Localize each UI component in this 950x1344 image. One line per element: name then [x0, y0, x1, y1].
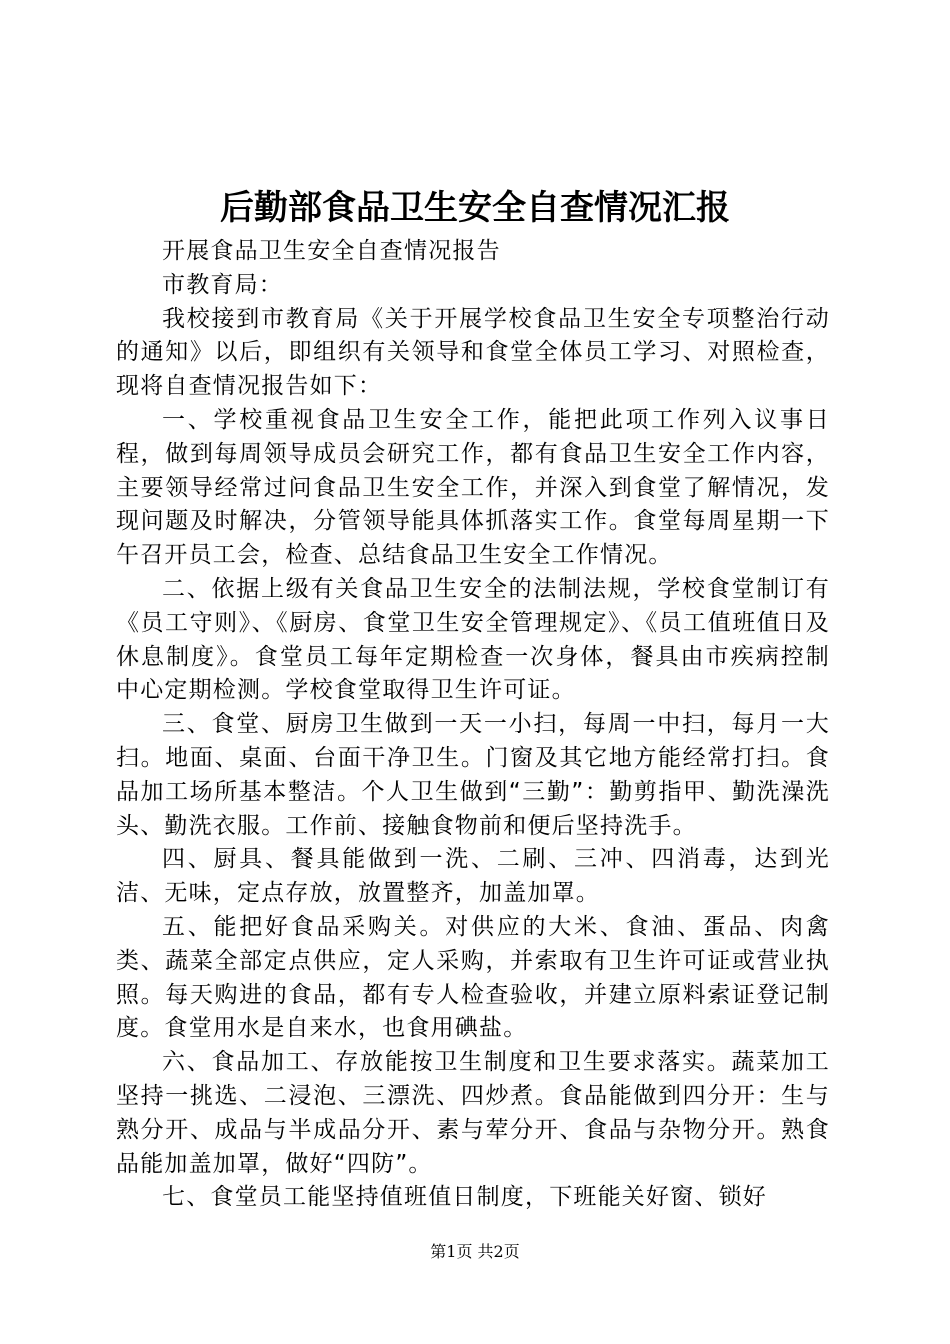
- paragraph: 三、食堂、厨房卫生做到一天一小扫，每周一中扫，每月一大扫。地面、桌面、台面干净卫生。门窗及其它地方能经常打扫。食品加工场所基本整洁。个人卫生做到“三勤”：勤剪指甲、勤洗澡洗头、勤洗衣服。工作前、接触食物前和便后坚持洗手。: [116, 711, 830, 839]
- paragraph: 市教育局：: [162, 271, 283, 298]
- document-body: [116, 235, 830, 1215]
- paragraph: 二、依据上级有关食品卫生安全的法制法规，学校食堂制订有《员工守则》、《厨房、食堂卫生安全管理规定》、《员工值班值日及休息制度》。食堂员工每年定期检查一次身体，餐具由市疾病控制中心定期检测。学校食堂取得卫生许可证。: [116, 575, 830, 704]
- paragraph: 五、能把好食品采购关。对供应的大米、食油、蛋品、肉禽类、蔬菜全部定点供应，定人采购，并索取有卫生许可证或营业执照。每天购进的食品，都有专人检查验收，并建立原料索证登记制度。食堂用水是自来水，也食用碘盐。: [116, 913, 830, 1042]
- paragraph: 一、学校重视食品卫生安全工作，能把此项工作列入议事日程，做到每周领导成员会研究工作，都有食品卫生安全工作内容，主要领导经常过问食品卫生安全工作，并深入到食堂了解情况，发现问题及时解决，分管领导能具体抓落实工作。食堂每周星期一下午召开员工会，检查、总结食品卫生安全工作情况。: [116, 406, 830, 569]
- paragraph: 我校接到市教育局《关于开展学校食品卫生安全专项整治行动的通知》以后，即组织有关领导和食堂全体员工学习、对照检查，现将自查情况报告如下：: [116, 305, 830, 400]
- paragraph: 四、厨具、餐具能做到一洗、二刷、三冲、四消毒，达到光洁、无味，定点存放，放置整齐，加盖加罩。: [116, 846, 830, 907]
- paragraph: 七、食堂员工能坚持值班值日制度，下班能关好窗、锁好: [162, 1184, 767, 1211]
- paragraph: 开展食品卫生安全自查情况报告: [162, 238, 501, 264]
- paragraph: 六、食品加工、存放能按卫生制度和卫生要求落实。蔬菜加工坚持一挑选、二浸泡、三漂洗、四炒煮。食品能做到四分开：生与熟分开、成品与半成品分开、素与荤分开、食品与杂物分开。熟食品能加盖加罩，做好“四防”。: [116, 1049, 830, 1177]
- document-title: 后勤部食品卫生安全自查情况汇报: [220, 188, 730, 228]
- page-footer: 第1页 共2页: [430, 1242, 520, 1261]
